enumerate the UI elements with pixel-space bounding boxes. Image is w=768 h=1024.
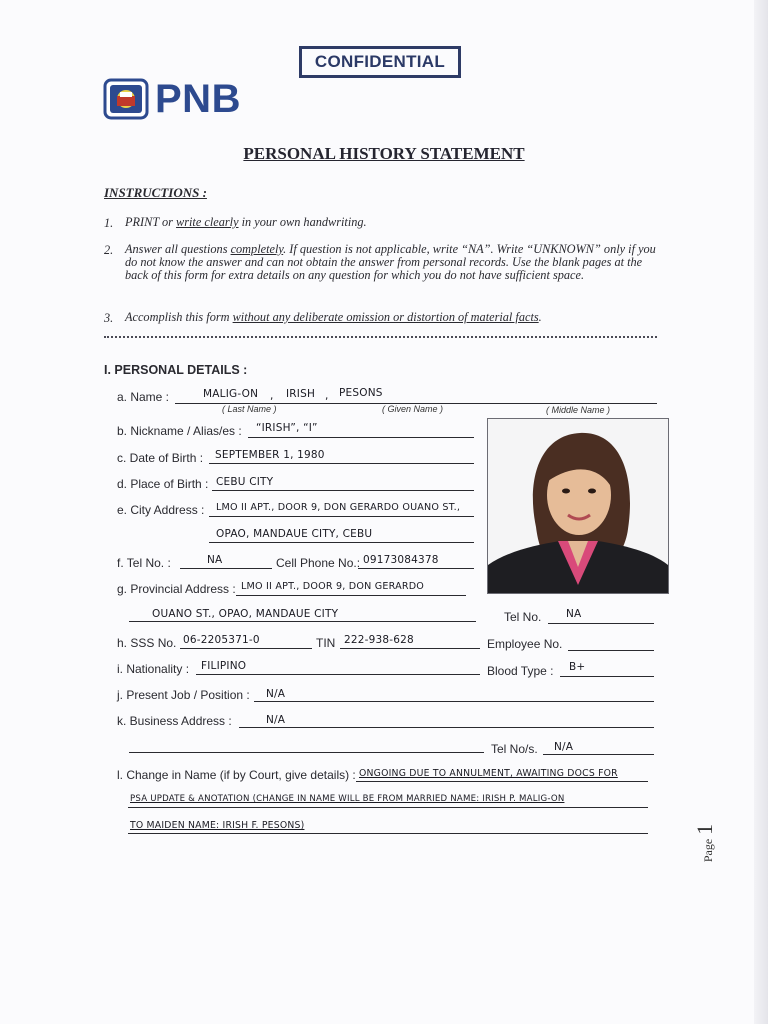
- city-address-line-2: [209, 542, 474, 543]
- pob-label: d. Place of Birth :: [117, 477, 209, 491]
- employee-label: Employee No.: [487, 637, 563, 651]
- instruction-text: .: [538, 310, 542, 324]
- change-name-value-1: ONGOING DUE TO ANNULMENT, AWAITING DOCS FOR: [359, 768, 618, 779]
- pob-value: CEBU CITY: [216, 476, 274, 488]
- provincial-value-1: LMO II APT., DOOR 9, DON GERARDO: [241, 581, 425, 592]
- given-name-caption: ( Given Name ): [382, 404, 444, 414]
- last-name-caption: ( Last Name ): [222, 404, 277, 414]
- logo-text: PNB: [155, 77, 241, 121]
- tel2-line: [548, 623, 654, 624]
- present-job-label: j. Present Job / Position :: [117, 688, 250, 702]
- middle-name-value: PESONS: [339, 387, 383, 399]
- business-line-1: [239, 727, 654, 728]
- form-title: PERSONAL HISTORY STATEMENT: [243, 144, 525, 163]
- instruction-number: 1.: [104, 216, 114, 230]
- nickname-value: “IRISH”, “I”: [256, 422, 318, 434]
- tel-value: NA: [207, 554, 223, 566]
- tin-label: TIN: [316, 636, 336, 650]
- blood-line: [560, 676, 654, 677]
- tel2-value: NA: [566, 608, 582, 620]
- city-address-value-1: LMO II APT., DOOR 9, DON GERARDO OUANO ST.,: [216, 502, 461, 513]
- city-address-value-2: OPAO, MANDAUE CITY, CEBU: [216, 528, 373, 540]
- change-name-line-3: [128, 833, 648, 834]
- confidential-stamp: CONFIDENTIAL: [299, 46, 461, 78]
- instruction-number: 2.: [104, 243, 114, 257]
- provincial-value-2: OUANO ST., OPAO, MANDAUE CITY: [152, 608, 339, 620]
- tin-line: [340, 648, 480, 649]
- tin-value: 222-938-628: [344, 634, 414, 646]
- person-photo-icon: [488, 419, 668, 593]
- business-line-2: [129, 752, 484, 753]
- change-name-line-1: [356, 781, 648, 782]
- cell-value: 09173084378: [363, 554, 439, 566]
- tel-nos-label: Tel No/s.: [491, 742, 538, 756]
- sss-line: [180, 648, 312, 649]
- change-name-label: l. Change in Name (if by Court, give details) :: [117, 768, 356, 782]
- pob-line: [212, 490, 474, 491]
- instruction-text: PRINT or: [125, 215, 177, 229]
- tel2-label: Tel No.: [504, 610, 542, 624]
- instruction-text: . If question is not applicable, write “NA”. Write “UNKNOWN” only if you do not know the answer and can not obtain the answer from personal records. Use the blank pages at the back of this form for extra details on any question for which you do not have sufficient space.: [125, 242, 656, 282]
- blood-value: B+: [569, 661, 586, 673]
- change-name-line-2: [128, 807, 648, 808]
- nickname-line: [248, 437, 474, 438]
- nationality-label: i. Nationality :: [117, 662, 190, 676]
- dob-label: c. Date of Birth :: [117, 451, 204, 465]
- cell-label: Cell Phone No.:: [276, 556, 361, 570]
- instruction-text: Accomplish this form: [125, 310, 233, 324]
- pnb-shield-icon: [103, 78, 149, 120]
- provincial-line-1: [236, 595, 466, 596]
- instruction-emphasis: write clearly: [176, 215, 239, 229]
- name-comma: ,: [325, 390, 329, 402]
- dob-line: [209, 463, 474, 464]
- instruction-2: [104, 243, 664, 282]
- business-label: k. Business Address :: [117, 714, 232, 728]
- last-name-value: MALIG-ON: [203, 388, 259, 400]
- section-heading: I. PERSONAL DETAILS :: [104, 363, 248, 377]
- present-job-value: N/A: [266, 688, 286, 700]
- employee-line: [568, 650, 654, 651]
- page-number-value: 1: [692, 823, 718, 835]
- instruction-number: 3.: [104, 311, 114, 325]
- page-number: [692, 824, 718, 862]
- business-value: N/A: [266, 714, 286, 726]
- page-label: Page: [701, 838, 716, 863]
- instruction-emphasis: without any deliberate omission or distortion of material facts: [232, 310, 539, 324]
- dob-value: SEPTEMBER 1, 1980: [215, 449, 325, 461]
- change-name-value-2: PSA UPDATE & ANOTATION (CHANGE IN NAME WILL BE FROM MARRIED NAME: IRISH P. MALIG-ON: [130, 794, 565, 804]
- sss-label: h. SSS No.: [117, 636, 177, 650]
- instruction-text: Answer all questions: [125, 242, 231, 256]
- instructions-heading: INSTRUCTIONS :: [104, 185, 207, 200]
- id-photo: [487, 418, 669, 594]
- dotted-divider: [104, 336, 657, 340]
- instruction-emphasis: completely: [230, 242, 284, 256]
- tel-label: f. Tel No. :: [117, 556, 171, 570]
- name-comma: ,: [270, 390, 274, 402]
- nationality-value: FILIPINO: [201, 660, 247, 672]
- instruction-3: [104, 311, 664, 324]
- nickname-label: b. Nickname / Alias/es :: [117, 424, 242, 438]
- pnb-logo: [103, 78, 241, 120]
- instruction-1: [104, 216, 664, 229]
- sss-value: 06-2205371-0: [183, 634, 260, 646]
- tel-nos-line: [543, 754, 654, 755]
- change-name-value-3: TO MAIDEN NAME: IRISH F. PESONS): [130, 820, 305, 831]
- provincial-label: g. Provincial Address :: [117, 582, 236, 596]
- instruction-text: in your own handwriting.: [238, 215, 367, 229]
- blood-label: Blood Type :: [487, 664, 554, 678]
- nationality-line: [196, 674, 480, 675]
- cell-line: [358, 568, 474, 569]
- name-label: a. Name :: [117, 390, 170, 404]
- tel-nos-value: N/A: [554, 741, 574, 753]
- middle-name-caption: ( Middle Name ): [546, 405, 611, 415]
- city-address-line-1: [209, 516, 474, 517]
- provincial-line-2: [129, 621, 476, 622]
- given-name-value: IRISH: [286, 388, 316, 400]
- tel-line: [180, 568, 272, 569]
- city-address-label: e. City Address :: [117, 503, 205, 517]
- present-job-line: [254, 701, 654, 702]
